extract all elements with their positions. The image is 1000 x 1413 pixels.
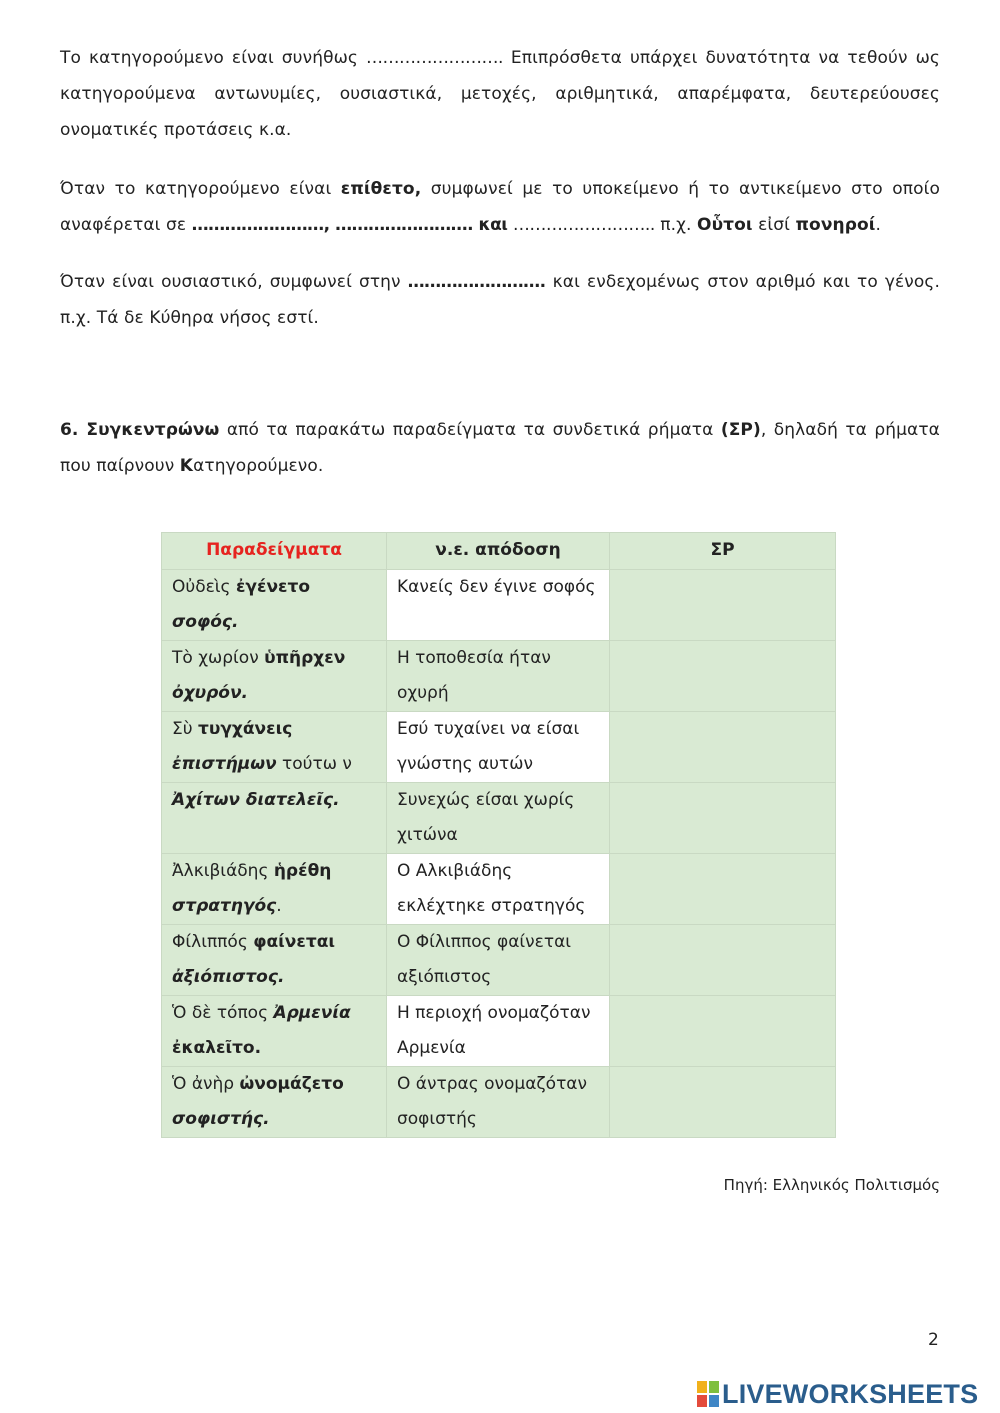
translation-cell: Ο Αλκιβιάδης εκλέχτηκε στρατηγός <box>387 854 610 925</box>
fill-blank: ……………………. <box>366 48 503 68</box>
table-row <box>162 712 836 783</box>
header-linking-verb: ΣΡ <box>610 533 836 570</box>
table-row <box>162 925 836 996</box>
paragraph-adjective-agreement <box>60 171 940 243</box>
bold-italic-predicate: σοφός. <box>172 612 239 632</box>
example-cell <box>162 854 387 925</box>
answer-cell[interactable] <box>610 1067 836 1138</box>
text: Φίλιππός <box>172 932 254 952</box>
bold-italic-predicate: ἀξιόπιστος. <box>172 967 285 987</box>
table-row <box>162 570 836 641</box>
text: εἰσί <box>752 215 796 235</box>
text: Όταν το κατηγορούμενο είναι <box>60 179 341 199</box>
fill-blank: ……………………. και <box>335 215 508 235</box>
bold-verb: ἐγένετο <box>235 577 311 597</box>
fill-blank: …………………….. <box>512 215 655 235</box>
bold-italic-predicate: σοφιστής. <box>172 1109 270 1129</box>
fill-blank: ……………………, <box>191 215 330 235</box>
example-cell <box>162 996 387 1067</box>
table-row <box>162 1067 836 1138</box>
header-translation: ν.ε. απόδοση <box>387 533 610 570</box>
translation-cell: Η τοποθεσία ήταν οχυρή <box>387 641 610 712</box>
text: ατηγορούμενο. <box>193 456 324 476</box>
fill-blank: ……………………. <box>407 272 546 292</box>
logo-square <box>709 1395 719 1407</box>
answer-cell[interactable] <box>610 570 836 641</box>
logo-square <box>709 1381 719 1393</box>
answer-cell[interactable] <box>610 712 836 783</box>
example-cell <box>162 1067 387 1138</box>
source-credit: Πηγή: Ελληνικός Πολιτισμός <box>723 1176 940 1194</box>
translation-cell: Ο άντρας ονομαζόταν σοφιστής <box>387 1067 610 1138</box>
translation-cell: Κανείς δεν έγινε σοφός <box>387 570 610 641</box>
text: Το κατηγορούμενο είναι συνήθως <box>60 48 366 68</box>
bold-verb: φαίνεται <box>253 932 335 952</box>
header-examples: Παραδείγματα <box>162 533 387 570</box>
logo-text: LIVEWORKSHEETS <box>722 1378 979 1409</box>
bold-italic-predicate: ὀχυρόν. <box>172 683 249 703</box>
answer-cell[interactable] <box>610 854 836 925</box>
bold-term: 6. Συγκεντρώνω <box>60 420 220 440</box>
answer-cell[interactable] <box>610 641 836 712</box>
example-cell <box>162 783 387 854</box>
text: Τὸ χωρίον <box>172 648 265 668</box>
text: Οὐδεὶς <box>172 577 236 597</box>
examples-table <box>161 532 836 1138</box>
text: συμφωνεί με το υποκείμενο ή το αντικείμενο στο οποίο αναφέρεται σε <box>60 179 940 235</box>
bold-term: πονηροί <box>795 215 876 235</box>
bold-italic-predicate: ἐπιστήμων <box>172 754 277 774</box>
translation-cell: Η περιοχή ονομαζόταν Αρμενία <box>387 996 610 1067</box>
table-row <box>162 996 836 1067</box>
bold-term: Κ <box>179 456 194 476</box>
liveworksheets-logo[interactable] <box>697 1378 978 1410</box>
exercise-6-instructions <box>60 412 940 484</box>
bold-verb: ἐκαλεῖτο. <box>172 1038 262 1058</box>
logo-square <box>697 1395 707 1407</box>
bold-term: Οὗτοι <box>697 215 753 235</box>
text: . <box>875 215 881 235</box>
text: και ενδεχομένως στον αριθμό και το γένος. π.χ. Τά δε Κύθηρα νήσος εστί. <box>60 272 940 328</box>
table-row <box>162 641 836 712</box>
answer-cell[interactable] <box>610 996 836 1067</box>
example-cell <box>162 641 387 712</box>
bold-italic-predicate: στρατηγός <box>172 896 277 916</box>
translation-cell: Ο Φίλιππος φαίνεται αξιόπιστος <box>387 925 610 996</box>
logo-square <box>697 1381 707 1393</box>
example-cell <box>162 712 387 783</box>
answer-cell[interactable] <box>610 925 836 996</box>
bold-italic-predicate: Ἀρμενία <box>273 1003 351 1023</box>
answer-cell[interactable] <box>610 783 836 854</box>
bold-verb: τυγχάνεις <box>197 719 293 739</box>
text: Ἀλκιβιάδης <box>172 861 274 881</box>
example-cell <box>162 925 387 996</box>
page-number: 2 <box>928 1330 939 1350</box>
translation-cell: Εσύ τυχαίνει να είσαι γνώστης αυτών <box>387 712 610 783</box>
table-header-row <box>162 533 836 570</box>
bold-term: (ΣΡ) <box>720 420 761 440</box>
text: Ὁ ἀνὴρ <box>172 1074 240 1094</box>
table-row <box>162 783 836 854</box>
table-row <box>162 854 836 925</box>
bold-verb: ὠνομάζετο <box>239 1074 344 1094</box>
text: Σὺ <box>172 719 198 739</box>
translation-cell: Συνεχώς είσαι χωρίς χιτώνα <box>387 783 610 854</box>
paragraph-predicate-intro <box>60 40 940 148</box>
text: . <box>276 896 282 916</box>
text: , δηλαδή τα ρήματα που παίρνουν <box>60 420 940 476</box>
text: Επιπρόσθετα υπάρχει δυνατότητα να τεθούν ως κατηγορούμενα αντωνυμίες, ουσιαστικά, μετοχές, αριθμητικά, απαρέμφατα, δευτερεύουσες ονοματικές προτάσεις κ.α. <box>60 48 940 140</box>
logo-icon <box>697 1381 719 1407</box>
bold-italic-predicate: Ἀχίτων διατελεῖς. <box>172 790 340 810</box>
example-cell <box>162 570 387 641</box>
text: από τα παρακάτω παραδείγματα τα συνδετικά ρήματα <box>219 420 721 440</box>
bold-verb: ὑπῆρχεν <box>264 648 346 668</box>
bold-term: επίθετο, <box>340 179 422 199</box>
text: Ὁ δὲ τόπος <box>172 1003 274 1023</box>
bold-verb: ἡρέθη <box>273 861 332 881</box>
text: π.χ. <box>654 215 698 235</box>
paragraph-noun-agreement <box>60 264 940 336</box>
text: Όταν είναι ουσιαστικό, συμφωνεί στην <box>60 272 408 292</box>
text: τούτω ν <box>276 754 352 774</box>
